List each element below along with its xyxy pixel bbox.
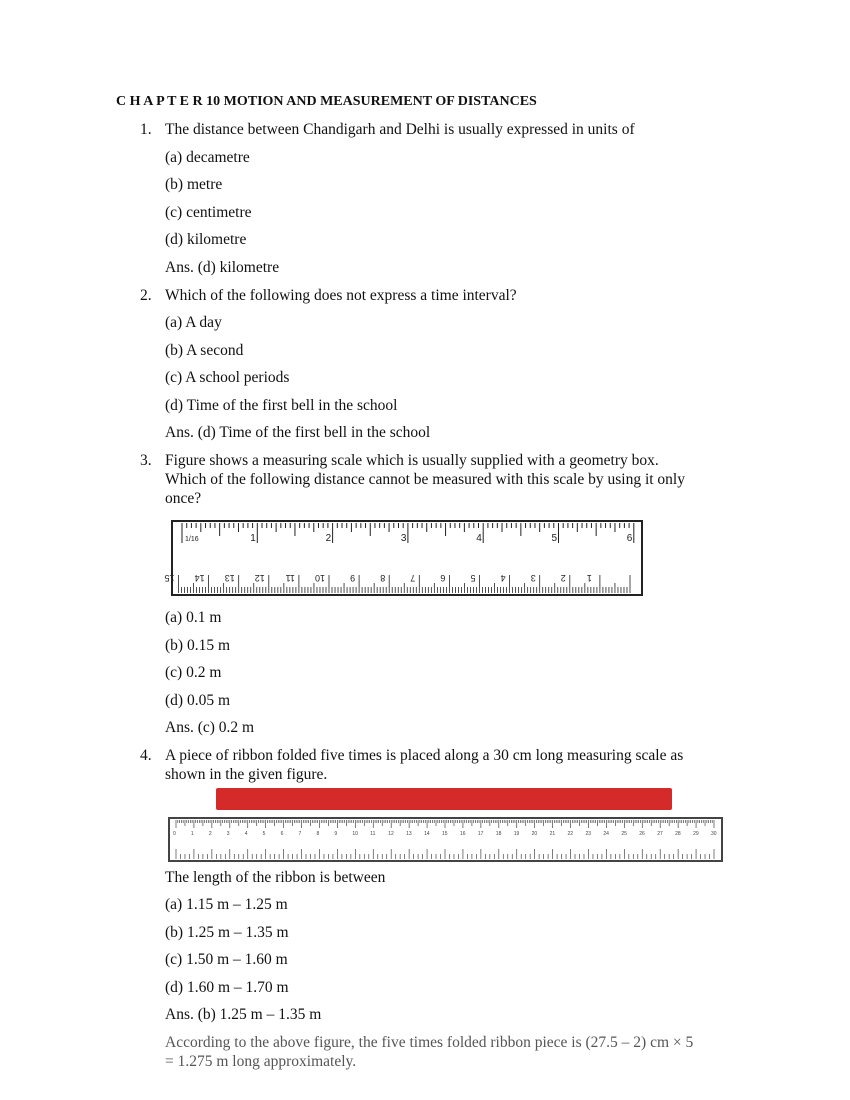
scale-label: 11 [370,831,376,837]
inch-label: 5 [551,533,558,544]
question-number: 3. [140,452,152,469]
scale-label: 1 [190,831,194,837]
inch-label: 6 [626,533,633,544]
cm-label: 2 [560,573,566,583]
question-text: once? [165,490,202,507]
cm-label: 8 [380,573,386,583]
scale-label: 25 [621,831,627,837]
option: (a) 0.1 m [165,609,222,626]
option: (b) metre [165,176,223,193]
option: (b) A second [165,342,244,359]
option: (b) 0.15 m [165,637,231,654]
question-number: 4. [140,747,152,764]
scale-label: 30 [711,831,717,837]
scale-label: 20 [531,831,538,837]
question-number: 1. [140,121,152,138]
question-text: Which of the following does not express a time interval? [165,287,517,304]
scale-label: 5 [262,831,266,837]
option: (a) 1.15 m – 1.25 m [165,896,288,913]
scale-label: 12 [388,831,394,837]
cm-label: 9 [350,573,356,583]
geometry-box-ruler-figure [164,519,644,597]
cm-label: 14 [194,573,205,583]
cm-label: 4 [500,573,506,583]
inch-label: 4 [476,533,482,544]
question-text: A piece of ribbon folded five times is placed along a 30 cm long measuring scale as [165,747,684,764]
inch-label: 1/16 [185,536,199,543]
chapter-heading: C H A P T E R 10 MOTION AND MEASUREMENT OF DISTANCES [116,94,537,109]
question-text: The distance between Chandigarh and Delhi is usually expressed in units of [165,121,635,138]
inch-label: 2 [325,533,332,544]
cm-label: 10 [314,573,325,583]
ribbon [216,788,672,810]
option: (a) A day [165,314,222,331]
question-number: 2. [140,287,152,304]
ruler-border [172,521,642,595]
scale-label: 24 [603,831,609,837]
ribbon-on-scale-figure [166,785,726,865]
cm-label: 7 [410,573,416,583]
cm-label: 12 [254,573,265,583]
option: (b) 1.25 m – 1.35 m [165,924,289,941]
answer: Ans. (d) Time of the first bell in the school [165,424,431,441]
cm-label: 3 [530,573,536,583]
scale-label: 8 [316,831,320,837]
scale-label: 28 [675,831,681,837]
scale-label: 6 [280,831,284,837]
answer: Ans. (c) 0.2 m [165,719,255,736]
answer: Ans. (d) kilometre [165,259,280,276]
scale-label: 13 [406,831,412,837]
explanation: = 1.275 m long approximately. [165,1053,357,1070]
scale-label: 21 [549,831,556,837]
cm-label: 5 [470,573,476,583]
scale-label: 27 [657,831,663,837]
scale-label: 4 [244,831,248,837]
option: (d) 0.05 m [165,692,231,709]
option: (c) 1.50 m – 1.60 m [165,951,288,968]
scale-label: 16 [459,831,466,837]
cm-label: 6 [440,573,446,583]
cm-label: 1 [586,573,592,583]
scale-label: 9 [334,831,338,837]
option: (d) 1.60 m – 1.70 m [165,979,289,996]
option: (a) decametre [165,149,250,166]
option: (c) A school periods [165,369,290,386]
scale-label: 3 [226,831,230,837]
inch-label: 1 [250,533,256,544]
option: (d) kilometre [165,231,247,248]
scale-label: 15 [442,831,448,837]
scale-label: 7 [298,831,302,837]
cm-label: 15 [164,573,175,583]
scale-label: 23 [585,831,592,837]
scale-label: 19 [513,831,520,837]
question-text: shown in the given figure. [165,766,328,783]
cm-label: 11 [285,573,295,583]
question-text: Figure shows a measuring scale which is usually supplied with a geometry box. [165,452,659,469]
option: (d) Time of the first bell in the school [165,397,398,414]
answer: Ans. (b) 1.25 m – 1.35 m [165,1006,322,1023]
scale-label: 29 [693,831,699,837]
scale-label: 10 [352,831,358,837]
inch-label: 3 [400,533,407,544]
scale-label: 14 [424,831,430,837]
scale-label: 26 [639,831,645,837]
cm-label: 13 [224,573,235,583]
explanation: According to the above figure, the five times folded ribbon piece is (27.5 – 2) cm × 5 [165,1034,694,1051]
question-text: Which of the following distance cannot be measured with this scale by using it only [165,471,685,488]
option: (c) 0.2 m [165,664,222,681]
scale-label: 0 [173,831,176,837]
option: (c) centimetre [165,204,252,221]
scale-label: 2 [208,831,212,837]
scale-label: 17 [477,831,484,837]
scale-label: 18 [495,831,502,837]
scale-label: 22 [567,831,574,837]
question-prompt: The length of the ribbon is between [165,869,386,886]
